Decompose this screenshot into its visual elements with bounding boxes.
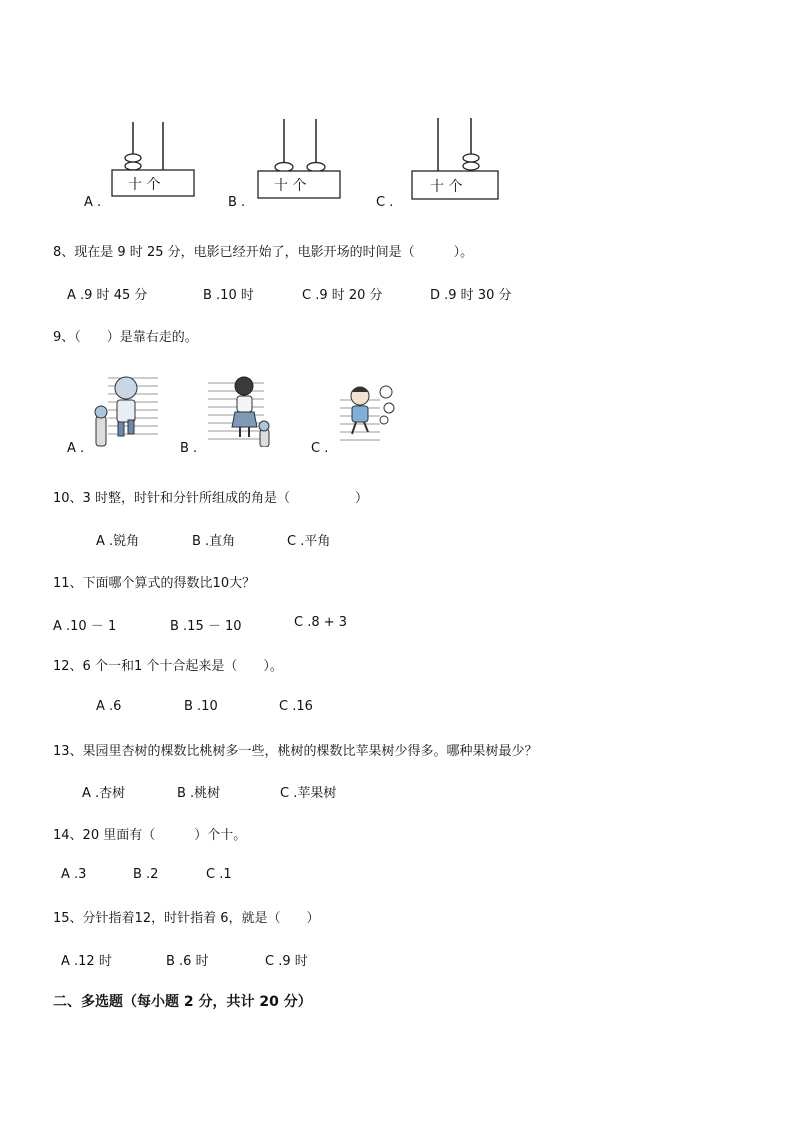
option-b[interactable]: B .	[180, 441, 198, 456]
option-c[interactable]: C .1	[206, 867, 232, 882]
option-a[interactable]: A .杏树	[82, 786, 126, 801]
section-heading: 二、多选题（每小题 2 分，共计 20 分）	[53, 994, 312, 1010]
option-a[interactable]: A .6	[96, 699, 122, 714]
option-b[interactable]: B .10	[184, 699, 218, 714]
option-b[interactable]: B .10 时	[203, 288, 254, 303]
option-a[interactable]: A .12 时	[61, 954, 112, 969]
stair-climber-illustration-c	[336, 380, 398, 448]
question-12: 12、6 个一和1 个十合起来是（ ）。	[53, 659, 283, 674]
option-a[interactable]: A .10 － 1	[53, 619, 117, 634]
abacus-box-label-c: 十 个	[430, 179, 463, 195]
option-c[interactable]: C .16	[279, 699, 313, 714]
option-b[interactable]: B .6 时	[166, 954, 209, 969]
option-b[interactable]: B .2	[133, 867, 159, 882]
option-a[interactable]: A .3	[61, 867, 87, 882]
option-a[interactable]: A .锐角	[96, 534, 140, 549]
option-c[interactable]: C .9 时	[265, 954, 308, 969]
option-a[interactable]: A .	[67, 441, 85, 456]
question-11: 11、下面哪个算式的得数比10大？	[53, 576, 256, 591]
option-c[interactable]: C .	[376, 195, 394, 210]
question-9: 9、（ ）是靠右走的。	[53, 330, 198, 345]
option-b[interactable]: B .桃树	[177, 786, 221, 801]
option-c[interactable]: C .苹果树	[280, 786, 337, 801]
stair-climber-illustration-b	[204, 375, 276, 447]
question-8: 8、现在是 9 时 25 分，电影已经开始了，电影开场的时间是（ ）。	[53, 245, 474, 260]
option-c[interactable]: C .	[311, 441, 329, 456]
option-b[interactable]: B .	[228, 195, 246, 210]
question-15: 15、分针指着12，时针指着 6，就是（ ）	[53, 911, 320, 926]
abacus-box-label-a: 十 个	[128, 177, 161, 193]
option-c[interactable]: C .9 时 20 分	[302, 288, 383, 303]
question-10: 10、3 时整，时针和分针所组成的角是（ ）	[53, 491, 368, 506]
option-a[interactable]: A .	[84, 195, 102, 210]
option-c[interactable]: C .平角	[287, 534, 331, 549]
option-a[interactable]: A .9 时 45 分	[67, 288, 148, 303]
option-b[interactable]: B .15 － 10	[170, 619, 242, 634]
question-14: 14、20 里面有（ ）个十。	[53, 828, 247, 843]
stair-climber-illustration-a	[88, 372, 160, 448]
option-d[interactable]: D .9 时 30 分	[430, 288, 512, 303]
abacus-box-label-b: 十 个	[274, 178, 307, 194]
option-b[interactable]: B .直角	[192, 534, 236, 549]
option-c[interactable]: C .8 + 3	[294, 615, 348, 630]
question-13: 13、果园里杏树的棵数比桃树多一些，桃树的棵数比苹果树少得多。哪种果树最少？	[53, 744, 538, 759]
